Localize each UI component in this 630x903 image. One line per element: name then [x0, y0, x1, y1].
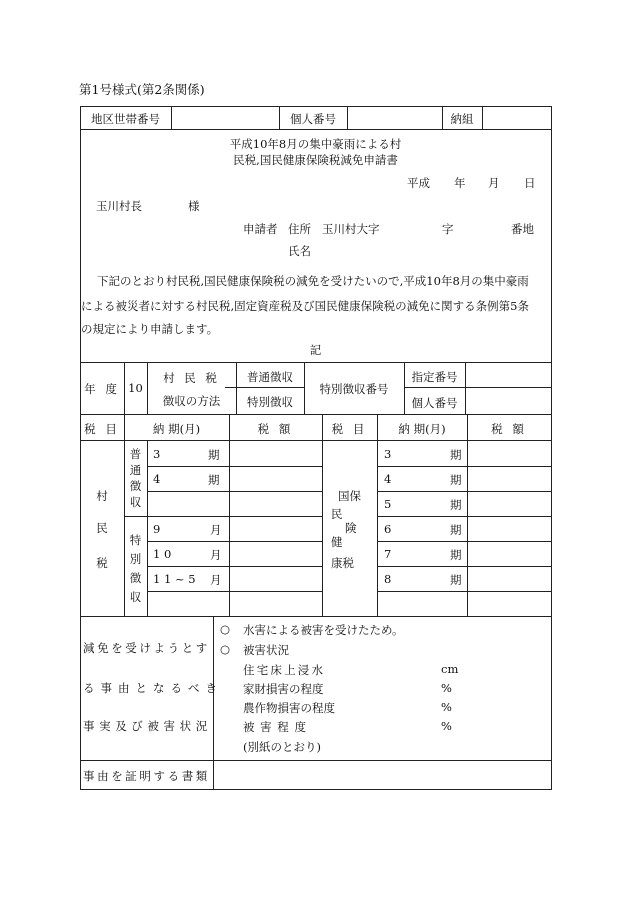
checkbox-circle-2[interactable]: ○: [220, 642, 231, 656]
rule: [377, 516, 551, 517]
tokubetsu-char: 徴: [129, 571, 142, 585]
rule: [147, 491, 322, 492]
nhi-period-unit: 期: [450, 448, 462, 462]
personal-number-field[interactable]: [348, 107, 441, 128]
rule: [377, 541, 551, 542]
rule: [147, 591, 322, 592]
rule: [147, 541, 322, 542]
body-text-line-2: による被災者に対する村民税,固定資産税及び国民健康保険税の減免に関する条例第5条: [81, 299, 529, 313]
rule: [322, 414, 323, 616]
date-day[interactable]: 日: [524, 176, 536, 190]
rule: [80, 440, 551, 441]
nhi-period-num: 5: [384, 497, 392, 511]
table-border-top: [80, 106, 551, 107]
year-label: 年 度: [84, 382, 120, 396]
damage-item-label: 農作物損害の程度: [243, 701, 335, 715]
tax-header-amount-right: 税 額: [491, 422, 527, 436]
tax-header-amount-left: 税 額: [257, 422, 294, 436]
village-period-unit: 月: [210, 573, 222, 587]
village-period-num: 1 0: [153, 547, 172, 561]
village-period-unit: 期: [208, 448, 220, 462]
tax-group-label: 納組: [450, 112, 474, 126]
district-household-field[interactable]: [172, 107, 278, 128]
futsu-option[interactable]: 普通徴収: [247, 370, 293, 384]
damage-item-unit: %: [441, 719, 452, 733]
nhi-period-unit: 期: [450, 473, 462, 487]
damage-item-label: 被 害 程 度: [243, 720, 307, 734]
rule: [147, 566, 322, 567]
ki-heading: 記: [309, 343, 322, 357]
title-line-1: 平成10年8月の集中豪雨による村: [229, 137, 402, 151]
rule: [147, 466, 322, 467]
addressee-honorific: 様: [188, 199, 200, 213]
rule: [467, 414, 468, 616]
address-value[interactable]: 玉川村大字: [322, 222, 380, 236]
address-aza: 字: [442, 222, 454, 236]
form-number: 第1号様式(第2条関係): [79, 82, 205, 97]
address-label: 住所: [288, 222, 311, 236]
address-banchi: 番地: [511, 222, 534, 236]
title-line-2: 民税,国民健康保険税減免申請書: [233, 153, 398, 167]
damage-item-label: 住宅床上浸水: [243, 663, 326, 677]
rule: [377, 566, 551, 567]
method-line-2: 徴収の方法: [162, 394, 221, 408]
damage-note: (別紙のとおり): [243, 740, 321, 754]
rule: [377, 466, 551, 467]
designated-number-label: 指定番号: [411, 370, 458, 384]
applicant-label: 申請者: [243, 222, 278, 236]
rule: [124, 516, 322, 517]
futsu-char: 収: [129, 495, 142, 509]
futsu-char: 普: [129, 447, 142, 461]
nhi-label: 険: [345, 521, 357, 535]
nhi-label: 健: [331, 535, 343, 549]
village-period-num: 3: [153, 447, 161, 461]
nhi-period-num: 3: [384, 447, 392, 461]
damage-item-label: 家財損害の程度: [243, 682, 324, 696]
futsu-char: 通: [129, 463, 142, 477]
nhi-label: 国保: [338, 489, 361, 503]
year-row-personal-number-label: 個人番号: [411, 396, 458, 410]
village-period-num: 1 1 ~ 5: [153, 572, 196, 586]
tax-group-field[interactable]: [483, 107, 550, 128]
tax-header-period-left: 納 期(月): [152, 422, 201, 436]
option-damage-status: 被害状況: [243, 643, 289, 657]
futsu-char: 徴: [129, 479, 142, 493]
date-month[interactable]: 月: [488, 176, 500, 190]
reason-label-1: 減免を受けようとす: [83, 641, 210, 655]
rule: [377, 491, 551, 492]
tax-header-item-right: 税 目: [331, 422, 368, 436]
village-period-num: 9: [153, 522, 161, 536]
nhi-period-unit: 期: [450, 523, 462, 537]
proof-docs-field[interactable]: [214, 761, 550, 788]
village-period-unit: 期: [208, 473, 220, 487]
rule: [377, 591, 551, 592]
special-number-label: 特別徴収番号: [319, 382, 389, 396]
body-text-line-1: 下記のとおり村民税,国民健康保険税の減免を受けたいので,平成10年8月の集中豪雨: [97, 274, 529, 288]
village-period-unit: 月: [210, 523, 222, 537]
reason-label-2: る事由となるべき: [83, 681, 223, 695]
village-period-num: 4: [153, 472, 161, 486]
method-line-1: 村 民 税: [163, 371, 220, 385]
village-tax-label-1: 村: [96, 489, 108, 503]
nhi-period-num: 4: [384, 472, 392, 486]
checkbox-circle-1[interactable]: ○: [220, 622, 231, 636]
table-border-bottom: [80, 789, 551, 790]
rule: [147, 440, 148, 616]
body-text-line-3: の規定により申請します。: [81, 322, 219, 336]
personal-number-field-2[interactable]: [466, 388, 550, 413]
tokubetsu-char: 別: [129, 552, 142, 566]
rule: [229, 414, 230, 616]
option-flood-damage: 水害による被害を受けたため。: [243, 623, 404, 637]
name-label: 氏名: [288, 244, 311, 258]
tokubetsu-option[interactable]: 特別徴収: [247, 395, 293, 409]
damage-item-unit: %: [441, 681, 452, 695]
nhi-period-num: 7: [384, 547, 392, 561]
table-border-right: [551, 106, 552, 790]
nhi-period-num: 6: [384, 522, 392, 536]
designated-number-field[interactable]: [466, 363, 550, 386]
damage-item-unit: cm: [441, 662, 459, 676]
rule: [80, 616, 551, 617]
nhi-label: 康税: [331, 556, 354, 570]
rule: [377, 414, 378, 616]
tax-header-period-right: 納 期(月): [398, 422, 446, 436]
applicant-name-field[interactable]: [322, 239, 532, 259]
nhi-period-unit: 期: [450, 548, 462, 562]
nhi-period-unit: 期: [450, 498, 462, 512]
rule: [80, 129, 551, 130]
district-household-label: 地区世帯番号: [91, 112, 160, 126]
year-value: 10: [128, 381, 143, 395]
addressee-name: 玉川村長: [96, 199, 142, 213]
damage-item-unit: %: [441, 700, 452, 714]
nhi-label: 民: [331, 507, 343, 521]
personal-number-label: 個人番号: [290, 112, 336, 126]
nhi-period-num: 8: [384, 572, 392, 586]
village-tax-label-2: 民: [96, 521, 108, 535]
tokubetsu-char: 特: [129, 533, 142, 547]
nhi-period-unit: 期: [450, 573, 462, 587]
date-year[interactable]: 年: [454, 176, 466, 190]
tax-header-item-left: 税 目: [84, 422, 120, 436]
proof-docs-label: 事由を証明する書類: [83, 769, 210, 783]
rule: [80, 414, 551, 415]
table-border-left: [80, 106, 81, 790]
village-period-unit: 月: [210, 548, 222, 562]
reason-label-3: 事実及び被害状況: [83, 719, 212, 733]
date-era: 平成: [407, 176, 430, 190]
village-tax-label-3: 税: [96, 556, 108, 570]
tokubetsu-char: 収: [129, 590, 142, 604]
